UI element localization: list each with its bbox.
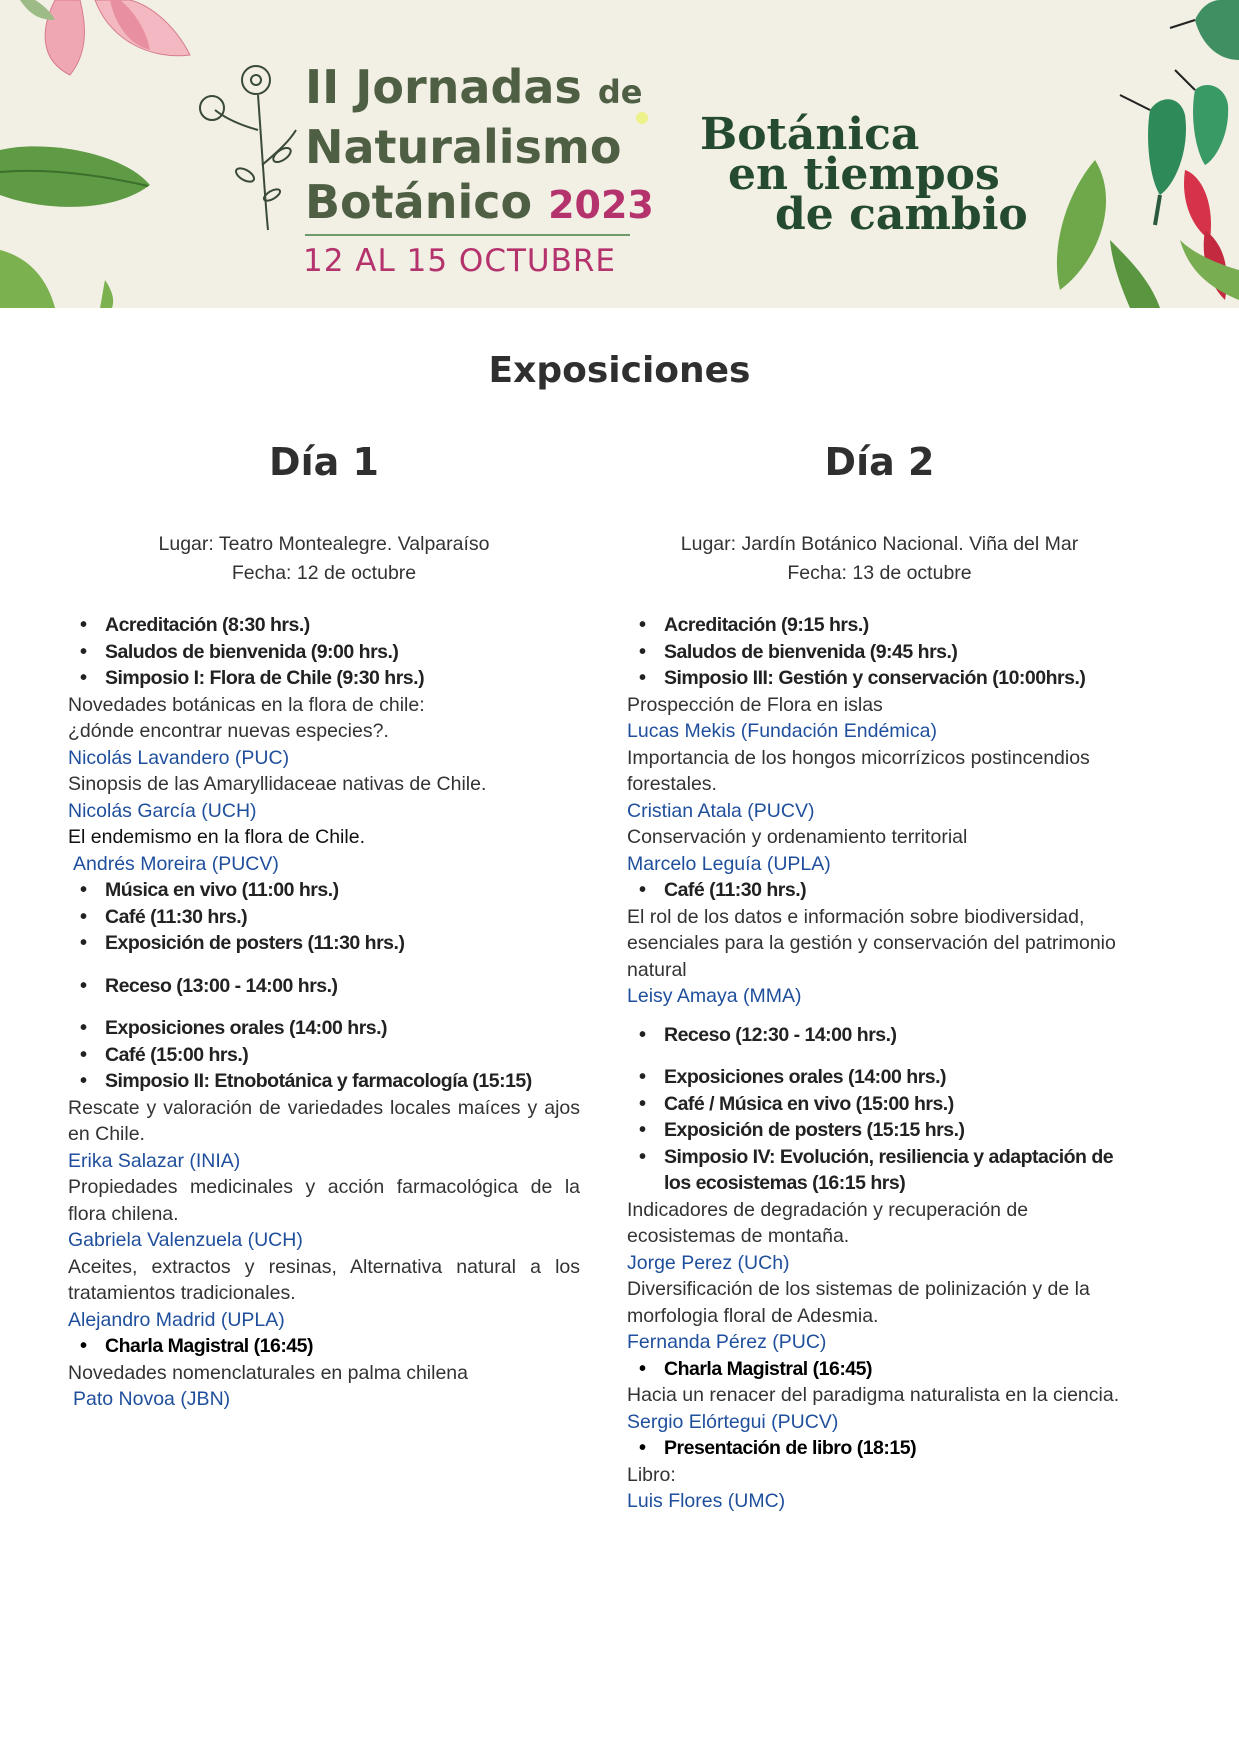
schedule-item: • Simposio I: Flora de Chile (9:30 hrs.) [68, 665, 580, 692]
schedule-item: • Café (15:00 hrs.) [68, 1042, 580, 1069]
speaker-name: Erika Salazar (INIA) [68, 1149, 241, 1172]
schedule-item: • Acreditación (8:30 hrs.) [68, 612, 580, 639]
schedule-item: • Exposición de posters (15:15 hrs.) [627, 1117, 1132, 1144]
talk-title: Novedades botánicas en la flora de chile: [68, 693, 425, 716]
event-banner [0, 0, 1239, 308]
day-date: Fecha: 12 de octubre [231, 562, 417, 584]
day-heading: Día 2 [824, 440, 935, 484]
talk-title: Novedades nomenclaturales en palma chilena [68, 1361, 468, 1384]
schedule-item: • Café (11:30 hrs.) [627, 877, 1132, 904]
day-1-schedule [68, 612, 580, 1413]
schedule-item: • Exposición de posters (11:30 hrs.) [68, 930, 580, 957]
speaker-name: Jorge Perez (UCh) [627, 1251, 790, 1274]
speaker-name: Sergio Elórtegui (PUCV) [627, 1410, 839, 1433]
schedule-item: • Receso (13:00 - 14:00 hrs.) [68, 973, 580, 1000]
day-date: Fecha: 13 de octubre [787, 562, 972, 584]
schedule-item: • Exposiciones orales (14:00 hrs.) [68, 1015, 580, 1042]
title-divider [305, 234, 630, 236]
talk-title: ¿dónde encontrar nuevas especies?. [68, 720, 389, 742]
talk-title: Sinopsis de las Amaryllidaceae nativas de Chile. [68, 773, 487, 795]
day-heading: Día 1 [269, 440, 379, 484]
schedule-item: • Charla Magistral (16:45) [627, 1356, 1132, 1383]
talk-title: Propiedades medicinales y acción farmacológica de la flora chilena. [68, 1176, 580, 1225]
speaker-name: Andrés Moreira (PUCV) [73, 852, 279, 875]
green-leaves-left [0, 146, 150, 308]
day-1-column [68, 440, 580, 1413]
day-2-column [627, 440, 1132, 1515]
event-tagline: Botánica en tiempos de cambio [700, 109, 1028, 240]
schedule-item: • Simposio II: Etnobotánica y farmacología (15:15) [68, 1068, 580, 1095]
day-venue: Lugar: Jardín Botánico Nacional. Viña del Mar [680, 533, 1079, 555]
schedule-item: • Presentación de libro (18:15) [627, 1435, 1132, 1462]
schedule-item: • Exposiciones orales (14:00 hrs.) [627, 1064, 1132, 1091]
talk-title: Diversificación de los sistemas de polinización y de la morfologia floral de Adesmia. [627, 1278, 1090, 1327]
schedule-item: • Receso (12:30 - 14:00 hrs.) [627, 1022, 1132, 1049]
speaker-name: Fernanda Pérez (PUC) [627, 1331, 827, 1353]
schedule-item: • Café / Música en vivo (15:00 hrs.) [627, 1091, 1132, 1118]
speaker-name: Marcelo Leguía (UPLA) [627, 852, 831, 875]
schedule-item: • Charla Magistral (16:45) [68, 1333, 580, 1360]
speaker-name: Luis Flores (UMC) [627, 1490, 786, 1512]
speaker-name: Cristian Atala (PUCV) [627, 799, 815, 822]
speaker-name: Leisy Amaya (MMA) [627, 985, 802, 1007]
event-year: 2023 [548, 183, 654, 227]
speaker-name: Lucas Mekis (Fundación Endémica) [627, 720, 937, 742]
talk-title: Aceites, extractos y resinas, Alternativa natural a los tratamientos tradicionales. [68, 1255, 580, 1304]
speaker-name: Nicolás Lavandero (PUC) [68, 746, 290, 769]
pink-flower-illustration [20, 0, 190, 75]
talk-title: Importancia de los hongos micorrízicos postincendios forestales. [627, 746, 1090, 795]
page-title: Exposiciones [488, 350, 751, 391]
talk-title: Rescate y valoración de variedades locales maíces y ajos en Chile. [68, 1096, 580, 1145]
talk-title: Prospección de Flora en islas [627, 693, 883, 716]
event-dates: 12 AL 15 OCTUBRE [303, 243, 616, 279]
event-title: II Jornadas de Naturalismo Botánico 2023 [305, 60, 654, 229]
schedule-item: • Café (11:30 hrs.) [68, 904, 580, 931]
speaker-name: Nicolás García (UCH) [68, 799, 257, 822]
schedule-item: • Simposio IV: Evolución, resiliencia y adaptación de los ecosistemas (16:15 hrs) [627, 1144, 1132, 1197]
day-venue: Lugar: Teatro Montealegre. Valparaíso [158, 533, 490, 555]
talk-title: Hacia un renacer del paradigma naturalista en la ciencia. [627, 1384, 1120, 1406]
schedule-item: • Saludos de bienvenida (9:00 hrs.) [68, 639, 580, 666]
talk-title: Conservación y ordenamiento territorial [627, 826, 968, 848]
speaker-name: Alejandro Madrid (UPLA) [68, 1308, 285, 1331]
hummingbird-illustration [1057, 0, 1239, 308]
speaker-name: Gabriela Valenzuela (UCH) [68, 1229, 303, 1251]
flower-sprig-lineart [200, 66, 296, 230]
day-2-schedule [627, 612, 1132, 1515]
schedule-item: • Saludos de bienvenida (9:45 hrs.) [627, 639, 1132, 666]
schedule-item: • Música en vivo (11:00 hrs.) [68, 877, 580, 904]
talk-title: Indicadores de degradación y recuperación de ecosistemas de montaña. [627, 1198, 1029, 1247]
talk-title: El rol de los datos e información sobre biodiversidad, esenciales para la gestión y conservación del patrimonio natural [627, 905, 1116, 981]
talk-title: El endemismo en la flora de Chile. [68, 826, 365, 848]
talk-title: Libro: [627, 1463, 676, 1486]
speaker-name: Pato Novoa (JBN) [73, 1388, 231, 1410]
schedule-item: • Acreditación (9:15 hrs.) [627, 612, 1132, 639]
schedule-item: • Simposio III: Gestión y conservación (10:00hrs.) [627, 665, 1132, 692]
